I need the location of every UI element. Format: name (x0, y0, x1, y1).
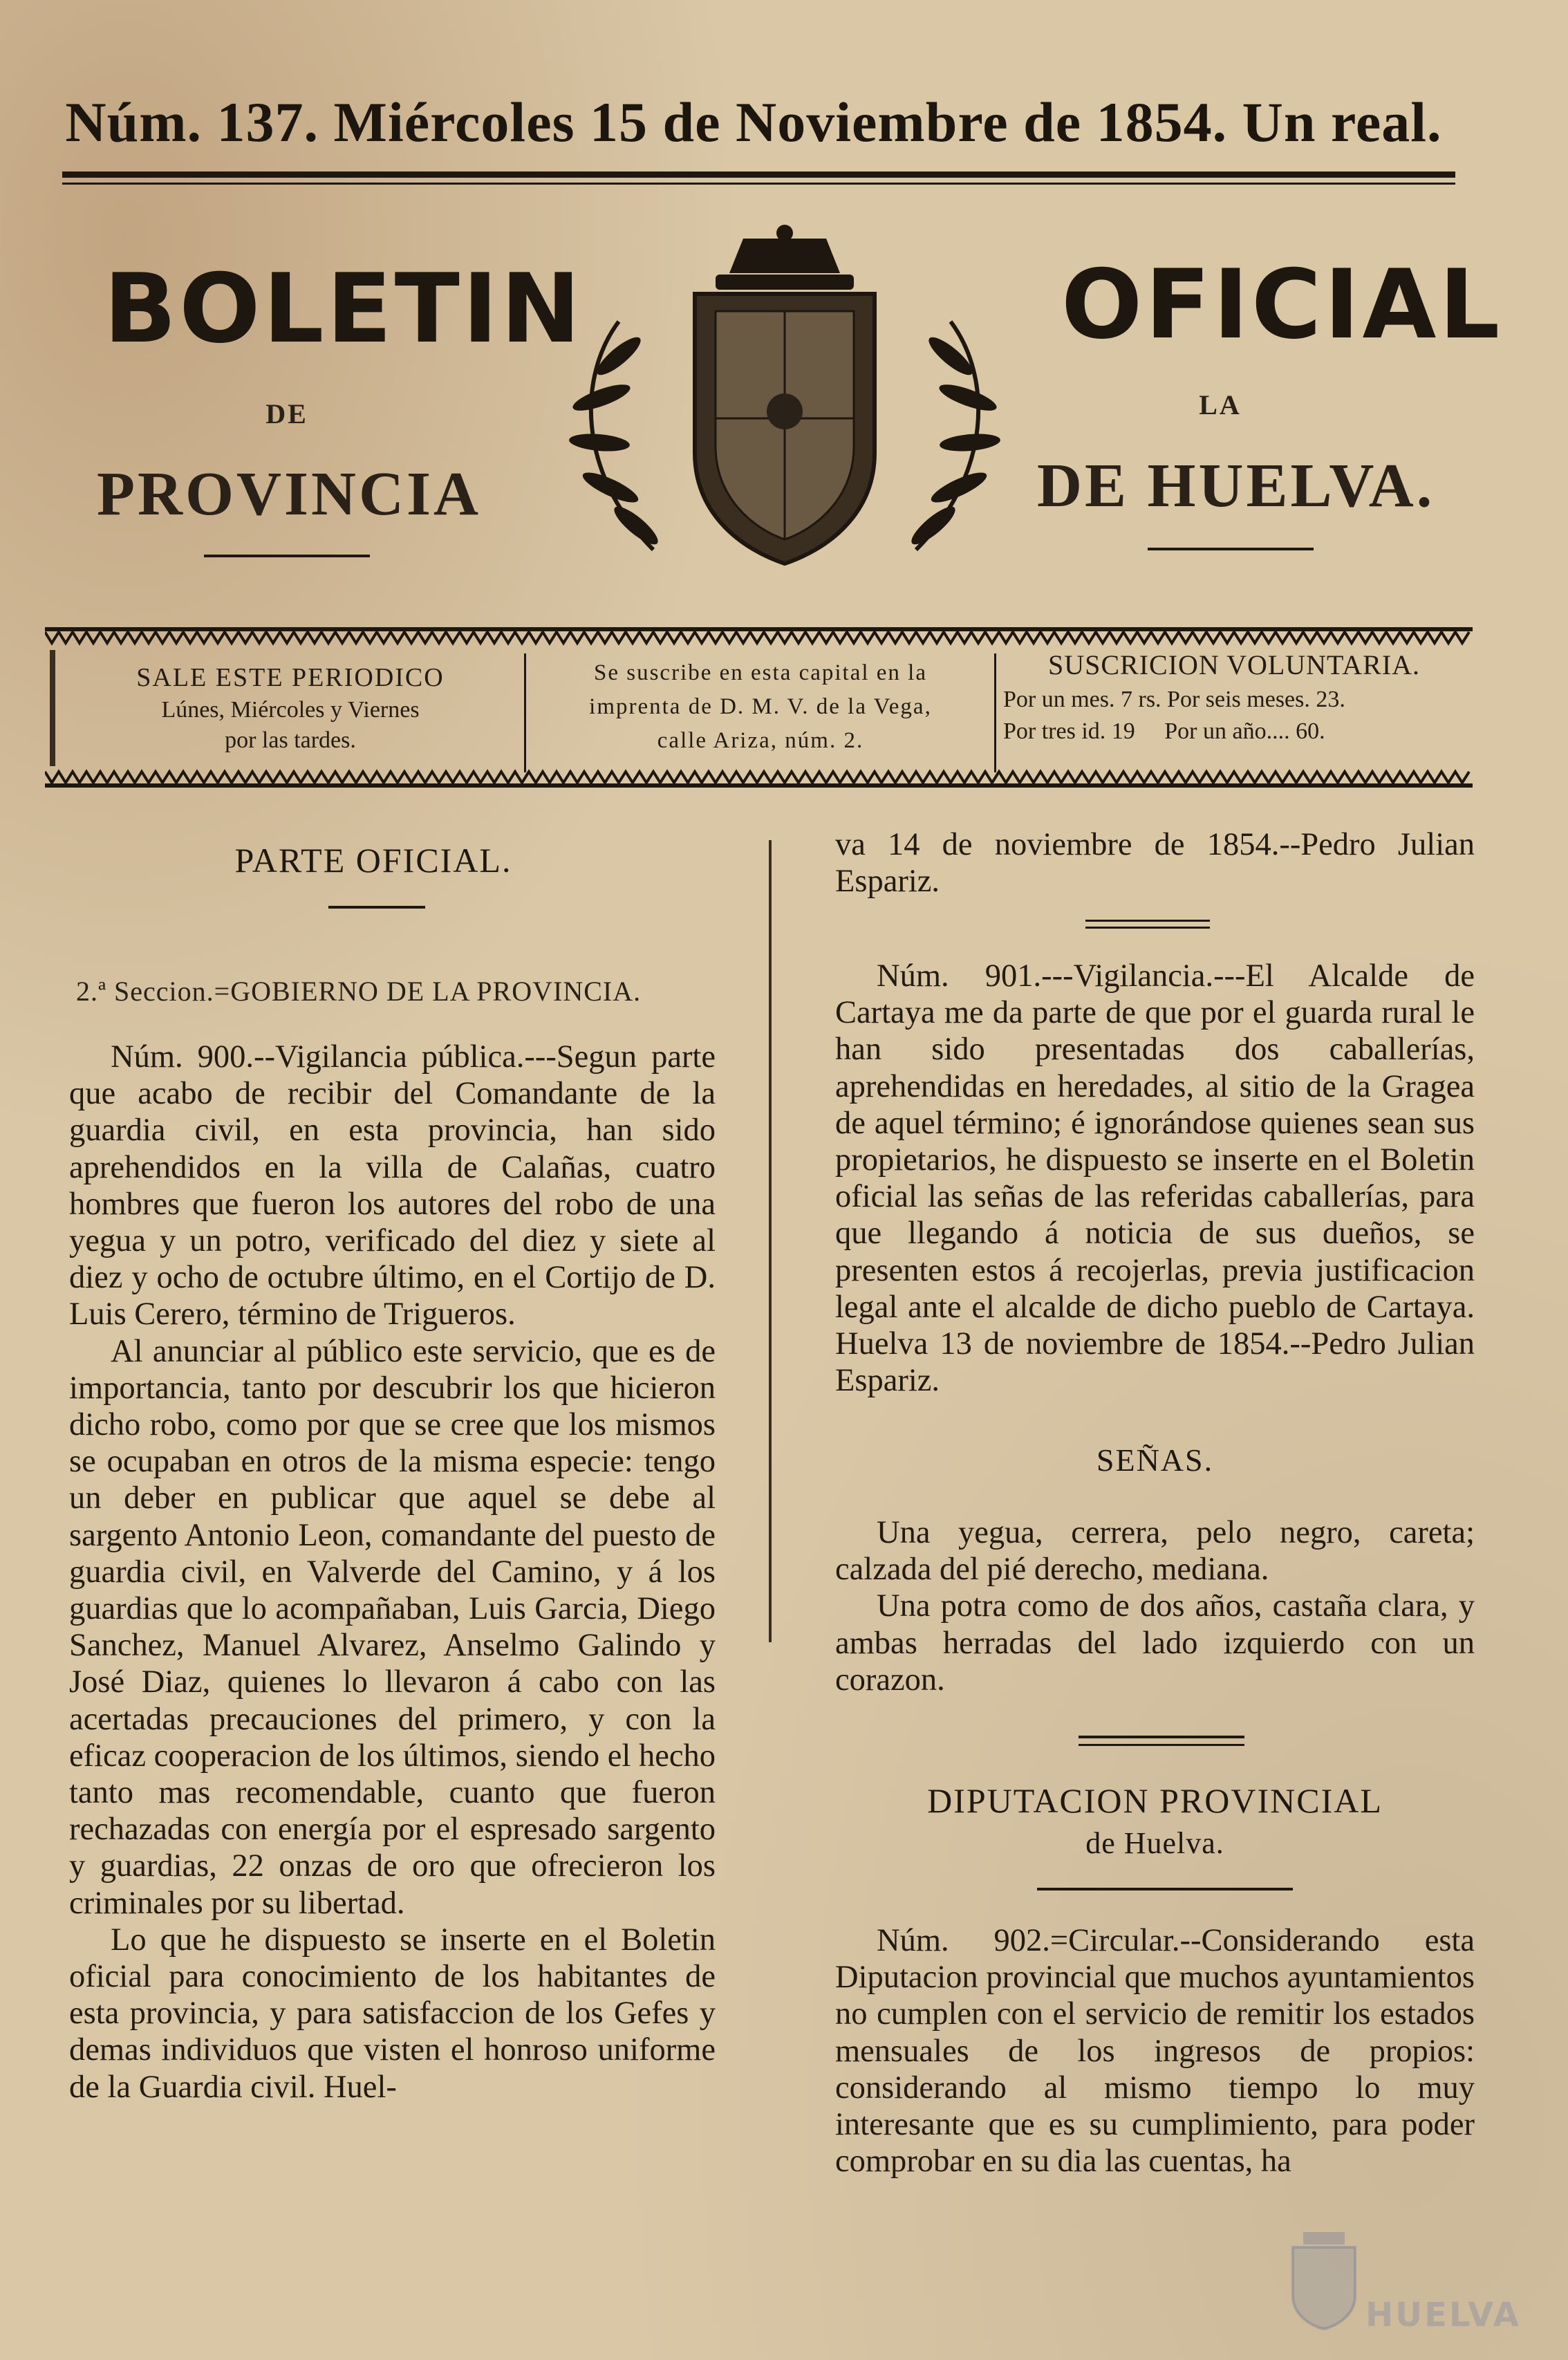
left-column-text (69, 1039, 716, 2106)
right-ornament-2b (1079, 1744, 1244, 1746)
right-column-902 (835, 1922, 1475, 2180)
info-middle-line-2: imprenta de D. M. V. de la Vega, (589, 694, 932, 719)
info-right-line-1: Por un mes. 7 rs. Por seis meses. 23. (1003, 687, 1345, 712)
info-left-line-1: SALE ESTE PERIODICO (136, 663, 445, 692)
masthead-rule-thin (62, 183, 1455, 185)
info-right-line-2: Por tres id. 19 Por un año.... 60. (1003, 718, 1325, 744)
info-middle-line-3: calle Ariza, núm. 2. (657, 728, 864, 753)
right-column-top (835, 826, 1475, 900)
info-border-bottom (45, 768, 1473, 792)
masthead-rule-thick (62, 171, 1455, 178)
column-divider (769, 840, 772, 1642)
para-900: Núm. 900.--Vigilancia pública.---Segun parte que acabo de recibir del Comandante de la guardia civil, en esta provincia, han sido aprehendidos en la villa de Calañas, cuatro hombres que fueron los autores del robo de una yegua y un potro, verificado del diez y siete al diez y ocho de octubre último, en el Cortijo de D. Luis Cerero, término de Trigueros. (69, 1039, 716, 1332)
zigzag-border-icon (45, 768, 1473, 792)
left-heading-parte-oficial: PARTE OFICIAL. (234, 841, 512, 880)
watermark-text: HUELVA (1365, 2296, 1521, 2334)
title-de-huelva: DE HUELVA. (1037, 452, 1435, 520)
right-column-901 (835, 958, 1475, 1399)
right-ornament-1 (1085, 920, 1210, 922)
para-900-anuncio: Al anunciar al público este servicio, que es de importancia, tanto por descubrir los que hicieron dicho robo, como por que se cree que los mismos se ocupaban en otros de la misma especie: tengo un deber en publicar que aquel se debe al sargento Antonio Leon, comandante del puesto de guardia civil, en Valverde del Camino, y á los guardias que lo acompañaban, Luis Garcia, Diego Sanchez, Manuel Alvarez, Anselmo Galindo y José Diaz, quienes lo llevaron á cabo con las acertadas precauciones del primero, y con la eficaz cooperacion de los últimos, siendo el hecho tanto mas recomendable, cuanto que fueron rechazadas con energía por el espresado sargento y guardias, 22 onzas de oro que ofrecieron los criminales por su libertad. (69, 1333, 716, 1921)
para-902: Núm. 902.=Circular.--Considerando esta Diputacion provincial que muchos ayuntamientos no cumplen con el servicio de remitir los estados mensuales de los ingresos de propios: considerando al mismo tiempo lo muy interesante que es su cumplimiento, para poder comprobar en su dia las cuentas, ha (835, 1923, 1475, 2180)
section-heading: 2.ª Seccion.=GOBIERNO DE LA PROVINCIA. (76, 976, 642, 1007)
right-ornament-2 (1079, 1736, 1244, 1738)
info-middle (532, 660, 989, 754)
issue-line: Núm. 137. Miércoles 15 de Noviembre de 1854. Un real. (65, 91, 1442, 154)
senas-heading: SEÑAS. (1096, 1442, 1214, 1478)
title-la: LA (1199, 389, 1242, 420)
crest (536, 225, 1034, 584)
para-900-conclusion: Lo que he dispuesto se inserte en el Boletin oficial para conocimiento de los habitantes de esta provincia, y para satisfaccion de los Gefes y demas individuos que visten el honroso uniforme de la Guardia civil. Huel- (69, 1922, 716, 2105)
right-title-ornament (1148, 548, 1314, 550)
right-ornament-1b (1085, 927, 1210, 929)
info-right-title: SUSCRICION VOLUNTARIA. (1047, 649, 1421, 680)
para-900-signature: va 14 de noviembre de 1854.--Pedro Julian Espariz. (835, 827, 1475, 900)
title-boletin: BOLETIN (104, 253, 584, 364)
zigzag-border-icon (45, 622, 1473, 647)
info-middle-line-1: Se suscribe en esta capital en la (594, 660, 927, 685)
left-heading-ornament (328, 906, 425, 909)
title-de: DE (265, 398, 308, 429)
info-left-line-2: Lúnes, Miércoles y Viernes (161, 697, 420, 723)
watermark (1286, 2220, 1521, 2344)
royal-coat-of-arms-icon (536, 225, 1034, 584)
senas-list (835, 1514, 1475, 1698)
senas-yegua: Una yegua, cerrera, pelo negro, careta; calzada del pié derecho, mediana. (835, 1515, 1475, 1588)
para-901: Núm. 901.---Vigilancia.---El Alcalde de Cartaya me da parte de que por el guarda rural le han sido presentadas dos caballerías, aprehendidas en heredades, al sitio de la Gragea de aquel término; é ignorándose quienes sean sus propietarios, he dispuesto se inserte en el Boletin oficial las señas de las referidas caballerías, para que llegando á noticia de sus dueños, se presenten estos á recojerlas, previa justificacion legal ante el alcalde de dicho pueblo de Cartaya. Huelva 13 de noviembre de 1854.--Pedro Julian Espariz. (835, 958, 1475, 1399)
info-divider-1 (524, 653, 526, 772)
title-provincia: PROVINCIA (97, 460, 482, 528)
senas-potra: Una potra como de dos años, castaña clara, y ambas herradas del lado izquierdo con un corazon. (835, 1588, 1475, 1698)
info-border-top (45, 622, 1473, 647)
info-left-line-3: por las tardes. (225, 727, 356, 753)
info-right (999, 649, 1469, 745)
diputacion-subheading: de Huelva. (1085, 1826, 1224, 1860)
info-left (69, 662, 512, 754)
info-divider-2 (994, 653, 996, 772)
left-title-ornament (204, 555, 370, 557)
diputacion-heading: DIPUTACION PROVINCIAL (927, 1781, 1383, 1820)
title-oficial: OFICIAL (1061, 249, 1503, 360)
right-ornament-3 (1037, 1888, 1293, 1890)
city-crest-watermark-icon (1286, 2227, 1362, 2330)
info-border-left (50, 650, 55, 766)
